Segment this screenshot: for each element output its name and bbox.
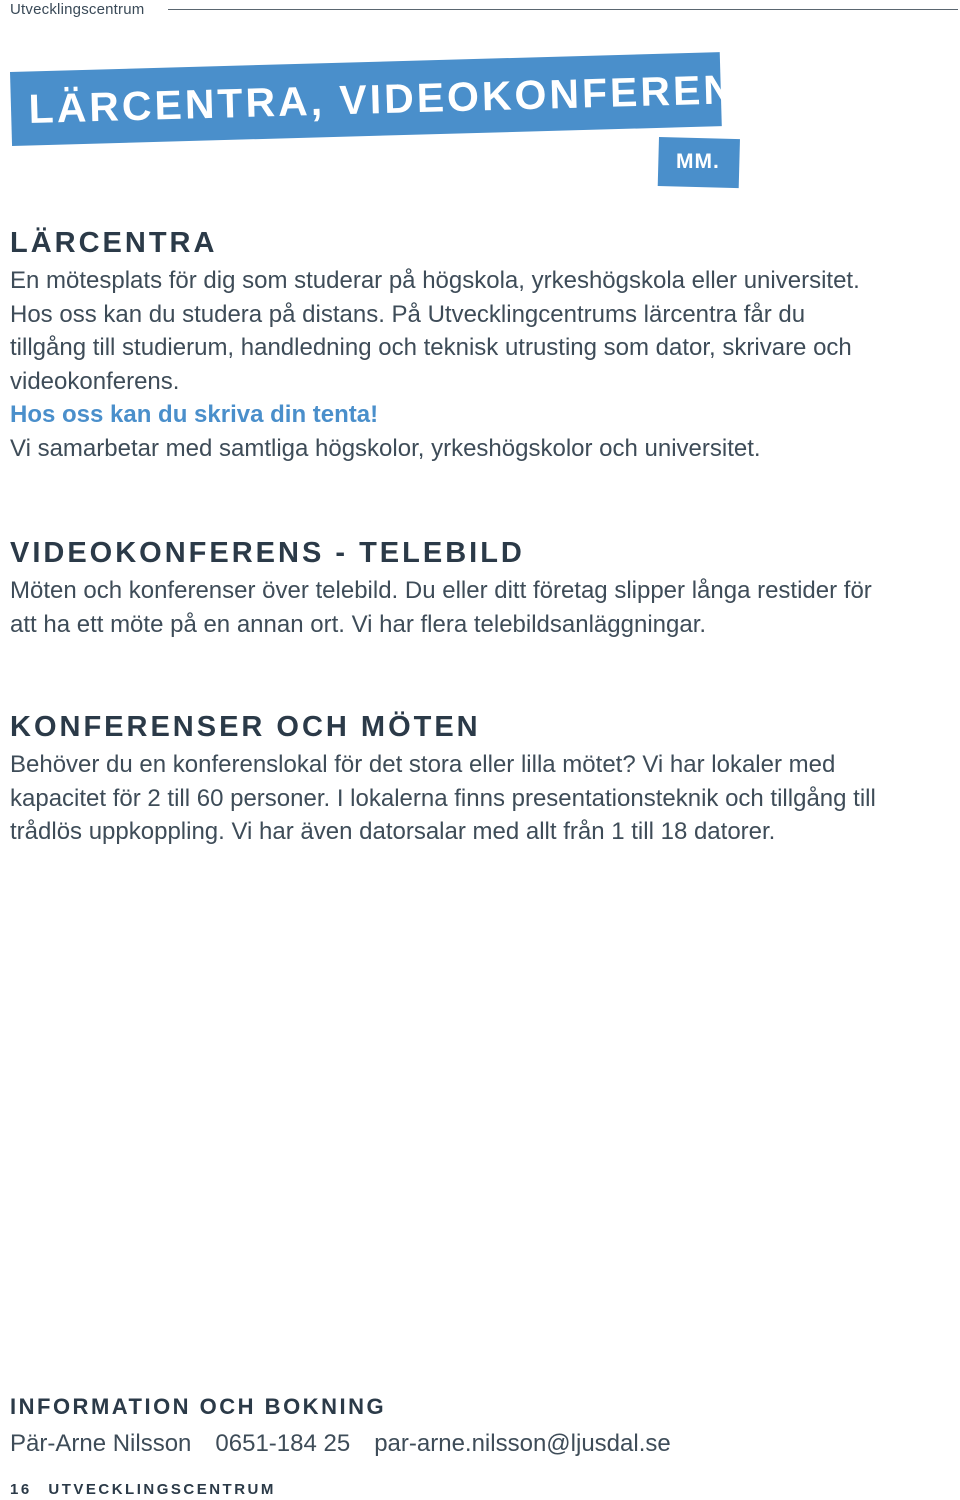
body-line: att ha ett möte på en annan ort. Vi har flera telebildsanläggningar.	[10, 610, 707, 638]
body-line: trådlös uppkoppling. Vi har även datorsalar med allt från 1 till 18 datorer.	[10, 818, 776, 845]
body-line: En mötesplats för dig som studerar på högskola, yrkeshögskola eller universitet.	[10, 267, 860, 294]
page-subtitle: MM.	[676, 150, 720, 173]
body-line: kapacitet för 2 till 60 personer. I lokalerna finns presentationsteknik och tillgång till	[10, 784, 876, 812]
info-section	[10, 1394, 950, 1458]
body-line: Behöver du en konferenslokal för det stora eller lilla mötet? Vi har lokaler med	[10, 751, 836, 778]
section-videokonferens	[10, 536, 950, 641]
body-line: Vi samarbetar med samtliga högskolor, yrkeshögskolor och universitet.	[10, 434, 761, 462]
page-title: LÄRCENTRA, VIDEOKONFERENS	[28, 65, 767, 132]
footer-label: UTVECKLINGSCENTRUM	[48, 1481, 276, 1498]
body-line: Möten och konferenser över telebild. Du eller ditt företag slipper långa restider för	[10, 577, 872, 604]
contact-name: Pär-Arne Nilsson	[10, 1430, 192, 1457]
section-heading: LÄRCENTRA	[10, 227, 218, 259]
contact-email[interactable]: par-arne.nilsson@ljusdal.se	[374, 1430, 671, 1457]
section-larcentra	[10, 226, 950, 465]
body-line: Hos oss kan du studera på distans. På Utvecklingcentrums lärcentra får du	[10, 300, 806, 328]
highlight-line: Hos oss kan du skriva din tenta!	[10, 401, 379, 428]
body-line: tillgång till studierum, handledning och teknisk utrusting som dator, skrivare och	[10, 334, 852, 361]
page-number: 16	[10, 1481, 32, 1498]
info-heading: INFORMATION OCH BOKNING	[10, 1394, 387, 1419]
body-line: videokonferens.	[10, 367, 180, 395]
page-footer	[10, 1481, 276, 1498]
section-heading: VIDEOKONFERENS - TELEBILD	[10, 537, 525, 569]
section-konferenser	[10, 710, 950, 849]
contact-row	[10, 1430, 950, 1458]
contact-phone: 0651-184 25	[215, 1430, 351, 1457]
running-header: Utvecklingscentrum	[10, 1, 145, 18]
section-heading: KONFERENSER OCH MÖTEN	[10, 711, 481, 743]
header-rule	[168, 9, 958, 10]
